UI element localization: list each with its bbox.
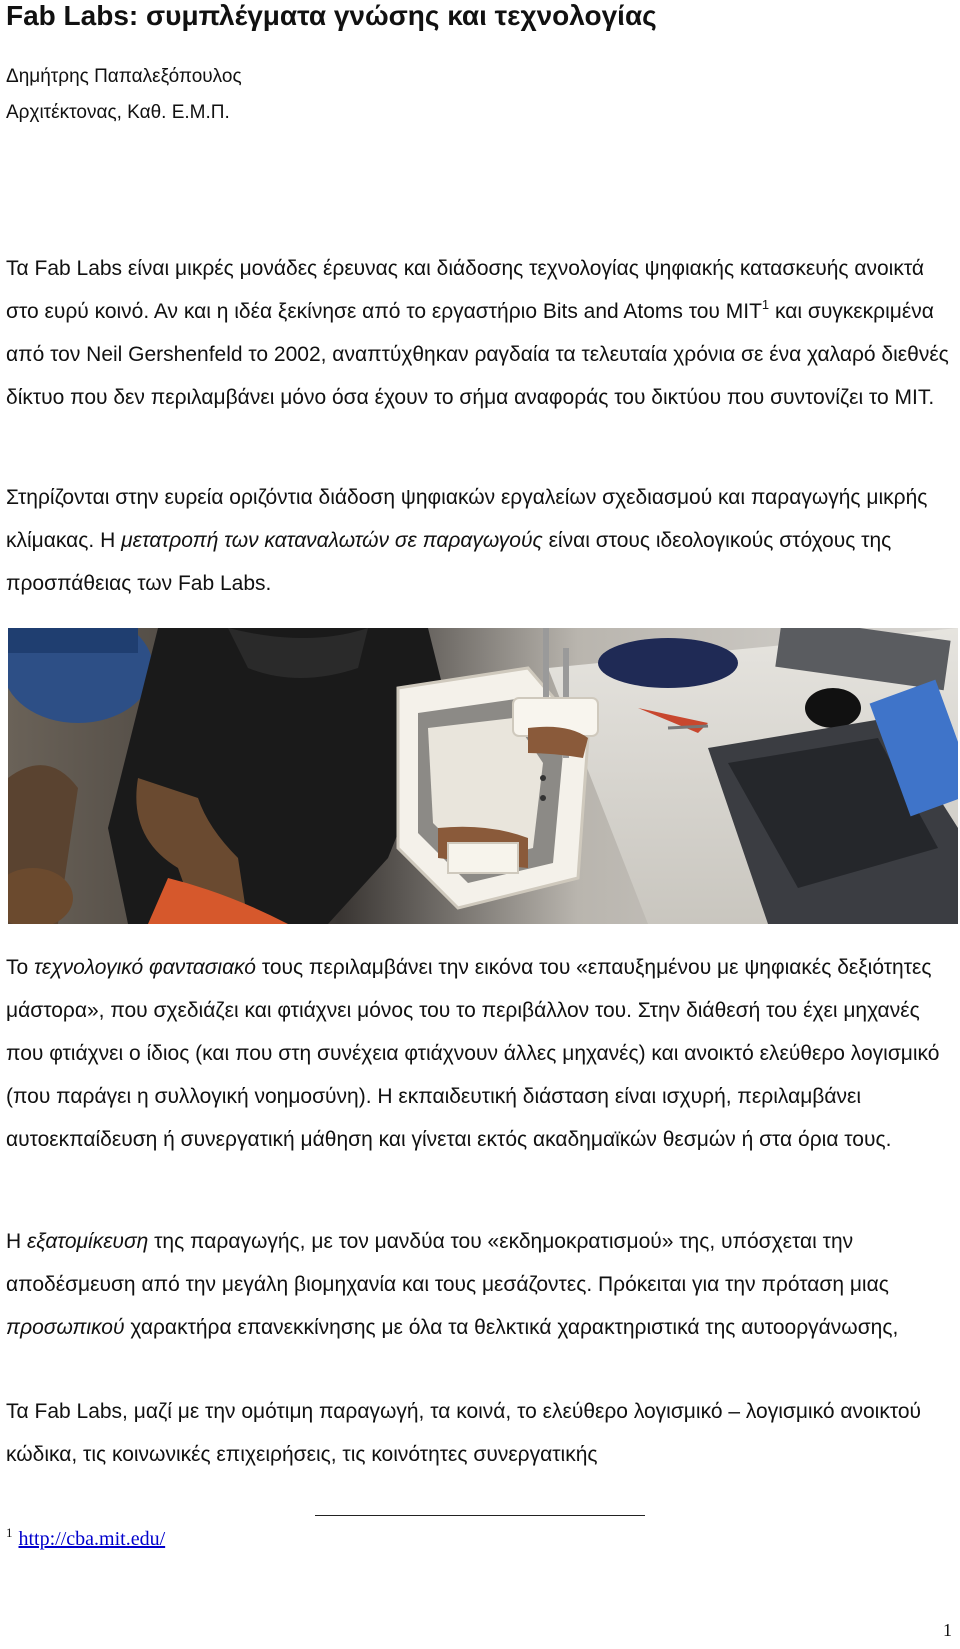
paragraph-goals — [6, 476, 954, 605]
paragraph-text: και συγκεκριμένα από τον Neil Gershenfeld το 2002, αναπτύχθηκαν ραγδαία τα τελευταία χρόνια σε ένα χαλαρό διεθνές δίκτυο που δεν περιλαμβάνει μόνο όσα έχουν το σήμα αναφοράς του δικτύου που συντονίζει το MIT. — [6, 300, 949, 409]
paragraph-text: της παραγωγής, με τον μανδύα του «εκδημοκρατισμού» της, υπόσχεται την αποδέσμευση από την μεγάλη βιομηχανία και τους μεσάζοντες. Πρόκειται για την πρόταση μιας — [6, 1230, 889, 1296]
document-title: Fab Labs: συμπλέγματα γνώσης και τεχνολογίας — [6, 0, 657, 31]
paragraph-text: χαρακτήρα επανεκκίνησης με όλα τα θελκτικά χαρακτηριστικά της αυτοοργάνωσης, — [124, 1316, 899, 1339]
paragraph-commons — [6, 1390, 954, 1476]
footnote-link[interactable]: http://cba.mit.edu/ — [18, 1528, 166, 1550]
author-affiliation: Αρχιτέκτονας, Καθ. Ε.Μ.Π. — [6, 102, 230, 123]
emphasis-text: προσωπικού — [6, 1316, 125, 1339]
paragraph-text: τους περιλαμβάνει την εικόνα του «επαυξημένου με ψηφιακές δεξιότητες μάστορα», που σχεδιάζει και φτιάχνει μόνος του το περιβάλλον του. Στην διάθεσή του έχει μηχανές που φτιάχνει ο ίδιος (και που στη συνέχεια φτιάχνουν άλλες μηχανές) και ανοικτό ελεύθερο λογισμικό (που παράγει η συλλογική νοημοσύνη). Η εκπαιδευτική διάσταση είναι ισχυρή, περιλαμβάνει αυτοεκπαίδευση ή συνεργατική μάθηση και γίνεται εκτός ακαδημαϊκών θεσμών ή στα όρια τους. — [6, 956, 940, 1151]
paragraph-text: είναι στους ιδεολογικούς στόχους της προσπάθειας των Fab Labs. — [6, 529, 892, 595]
paragraph-individualization — [6, 1220, 954, 1349]
footnote-separator — [315, 1515, 645, 1516]
page-number: 1 — [943, 1620, 952, 1640]
paragraph-text: Το — [6, 956, 35, 979]
paragraph-text: Τα Fab Labs είναι μικρές μονάδες έρευνας και διάδοσης τεχνολογίας ψηφιακής κατασκευής ανοικτά στο ευρύ κοινό. Αν και η ιδέα ξεκίνησε από το εργαστήριο Bits and Atoms του MIT — [6, 257, 924, 323]
emphasis-text: μετατροπή των καταναλωτών σε παραγωγούς — [121, 529, 543, 552]
paragraph-imaginary — [6, 946, 954, 1161]
footnote — [6, 1525, 166, 1551]
footnote-marker: 1 — [6, 1525, 13, 1540]
paragraph-intro — [6, 247, 954, 419]
workshop-photo — [8, 628, 958, 924]
paragraph-text: Στηρίζονται στην ευρεία οριζόντια διάδοση ψηφιακών εργαλείων σχεδιασμού και παραγωγής μικρής κλίμακας. Η — [6, 486, 928, 552]
author-name: Δημήτρης Παπαλεξόπουλος — [6, 66, 242, 87]
paragraph-text: Η — [6, 1230, 27, 1253]
footnote-reference[interactable]: 1 — [761, 297, 770, 312]
emphasis-text: εξατομίκευση — [27, 1230, 149, 1253]
emphasis-text: τεχνολογικό φαντασιακό — [34, 956, 256, 979]
workshop-photo-illustration — [8, 628, 958, 924]
paragraph-text: Τα Fab Labs, μαζί με την ομότιμη παραγωγή, τα κοινά, το ελεύθερο λογισμικό – λογισμικό ανοικτού κώδικα, τις κοινωνικές επιχειρήσεις, τις κοινότητες συνεργατικής — [6, 1400, 921, 1466]
